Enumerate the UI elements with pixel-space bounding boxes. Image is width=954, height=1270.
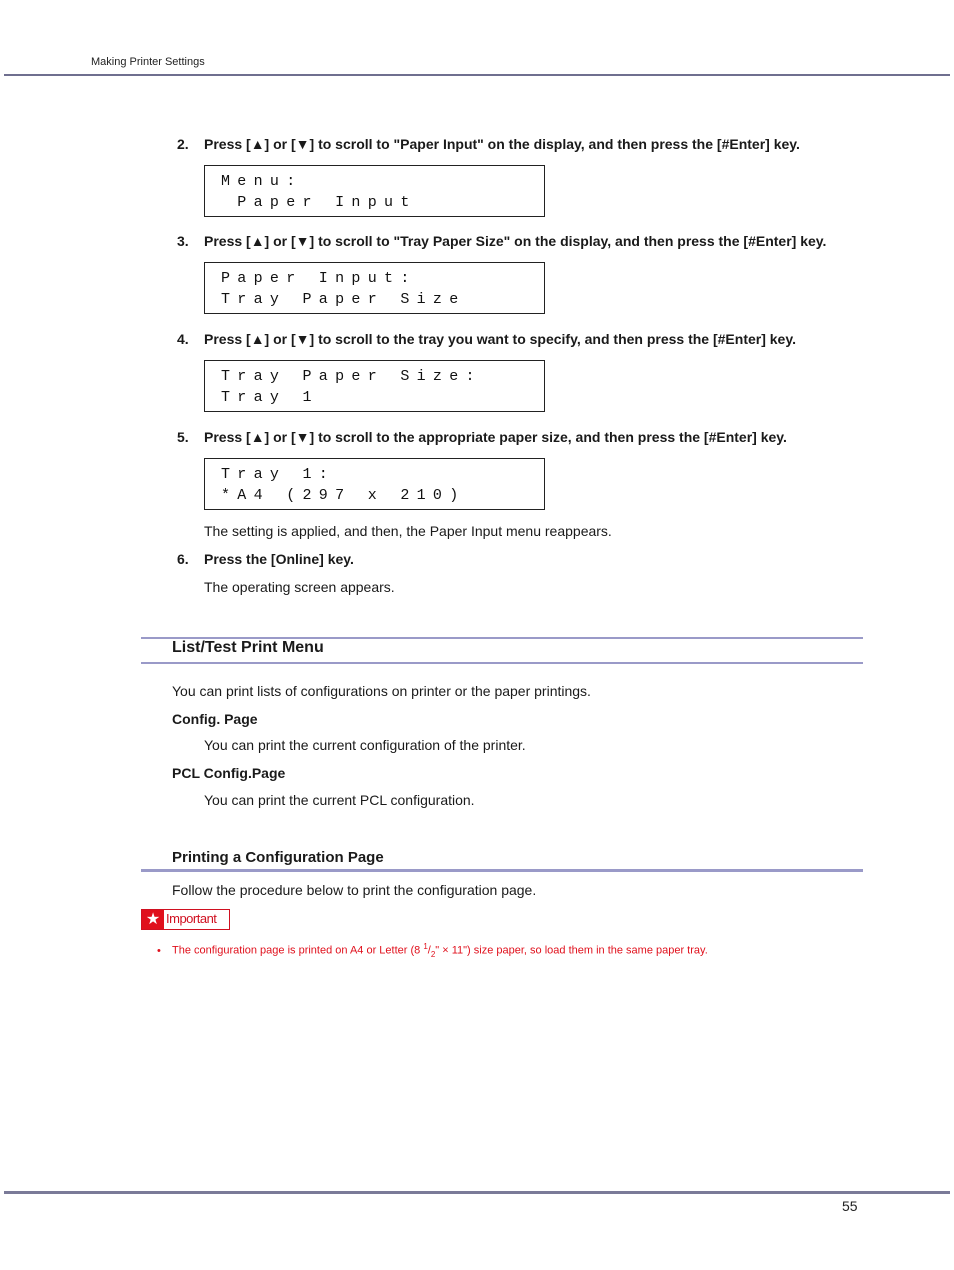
lcd-display bbox=[204, 458, 545, 510]
section-rule-bottom bbox=[141, 662, 863, 664]
lcd-line: Tray Paper Size: bbox=[221, 368, 482, 385]
section-title: List/Test Print Menu bbox=[172, 639, 324, 656]
desc-pcl-config-page: You can print the current PCL configuration. bbox=[204, 792, 475, 808]
term-pcl-config-page: PCL Config.Page bbox=[172, 765, 286, 781]
step-number: 6. bbox=[177, 551, 189, 567]
step-number: 4. bbox=[177, 331, 189, 347]
term-config-page: Config. Page bbox=[172, 711, 258, 727]
step-2 bbox=[177, 136, 800, 152]
step-text: Press [▲] or [▼] to scroll to "Paper Input" on the display, and then press the [#Enter] key. bbox=[204, 136, 800, 152]
footer-rule bbox=[4, 1191, 950, 1194]
step-text: Press [▲] or [▼] to scroll to the appropriate paper size, and then press the [#Enter] key. bbox=[204, 429, 787, 445]
header-rule bbox=[4, 74, 950, 76]
step-5 bbox=[177, 429, 787, 445]
subsection-intro: Follow the procedure below to print the configuration page. bbox=[172, 882, 537, 898]
step-text: Press the [Online] key. bbox=[204, 551, 354, 567]
step-text: Press [▲] or [▼] to scroll to the tray you want to specify, and then press the [#Enter] key. bbox=[204, 331, 796, 347]
step-number: 5. bbox=[177, 429, 189, 445]
step-4 bbox=[177, 331, 796, 347]
important-badge bbox=[141, 909, 230, 930]
lcd-line: Tray 1 bbox=[221, 389, 319, 406]
subsection-title: Printing a Configuration Page bbox=[172, 849, 384, 866]
lcd-display bbox=[204, 262, 545, 314]
running-header: Making Printer Settings bbox=[91, 56, 205, 68]
bullet-icon: • bbox=[157, 944, 161, 957]
important-note bbox=[157, 942, 708, 959]
lcd-display bbox=[204, 165, 545, 217]
lcd-line: Paper Input: bbox=[221, 270, 417, 287]
lcd-line: *A4 (297 x 210) bbox=[221, 487, 466, 504]
step-3 bbox=[177, 233, 826, 249]
star-icon: ★ bbox=[142, 910, 164, 929]
fraction-slash: / bbox=[427, 944, 431, 957]
fraction-denominator: 2 bbox=[430, 949, 436, 959]
step-6 bbox=[177, 551, 354, 567]
subsection-rule bbox=[141, 869, 863, 872]
fraction-numerator: 1 bbox=[423, 942, 428, 951]
note-text-post: " × 11") size paper, so load them in the same paper tray. bbox=[435, 944, 708, 957]
lcd-line: Tray 1: bbox=[221, 466, 336, 483]
lcd-line: Tray Paper Size bbox=[221, 291, 466, 308]
important-label: Important bbox=[166, 911, 217, 926]
note-text-pre: The configuration page is printed on A4 or Letter (8 bbox=[172, 944, 424, 957]
lcd-line: Paper Input bbox=[221, 194, 417, 211]
step-number: 2. bbox=[177, 136, 189, 152]
section-intro: You can print lists of configurations on printer or the paper printings. bbox=[172, 683, 591, 699]
desc-config-page: You can print the current configuration of the printer. bbox=[204, 737, 526, 753]
lcd-line: Menu: bbox=[221, 173, 303, 190]
step-5-result: The setting is applied, and then, the Paper Input menu reappears. bbox=[204, 523, 612, 539]
lcd-display bbox=[204, 360, 545, 412]
step-number: 3. bbox=[177, 233, 189, 249]
step-text: Press [▲] or [▼] to scroll to "Tray Paper Size" on the display, and then press the [#Enter] key. bbox=[204, 233, 827, 249]
step-6-result: The operating screen appears. bbox=[204, 579, 395, 595]
page-number: 55 bbox=[842, 1198, 858, 1214]
